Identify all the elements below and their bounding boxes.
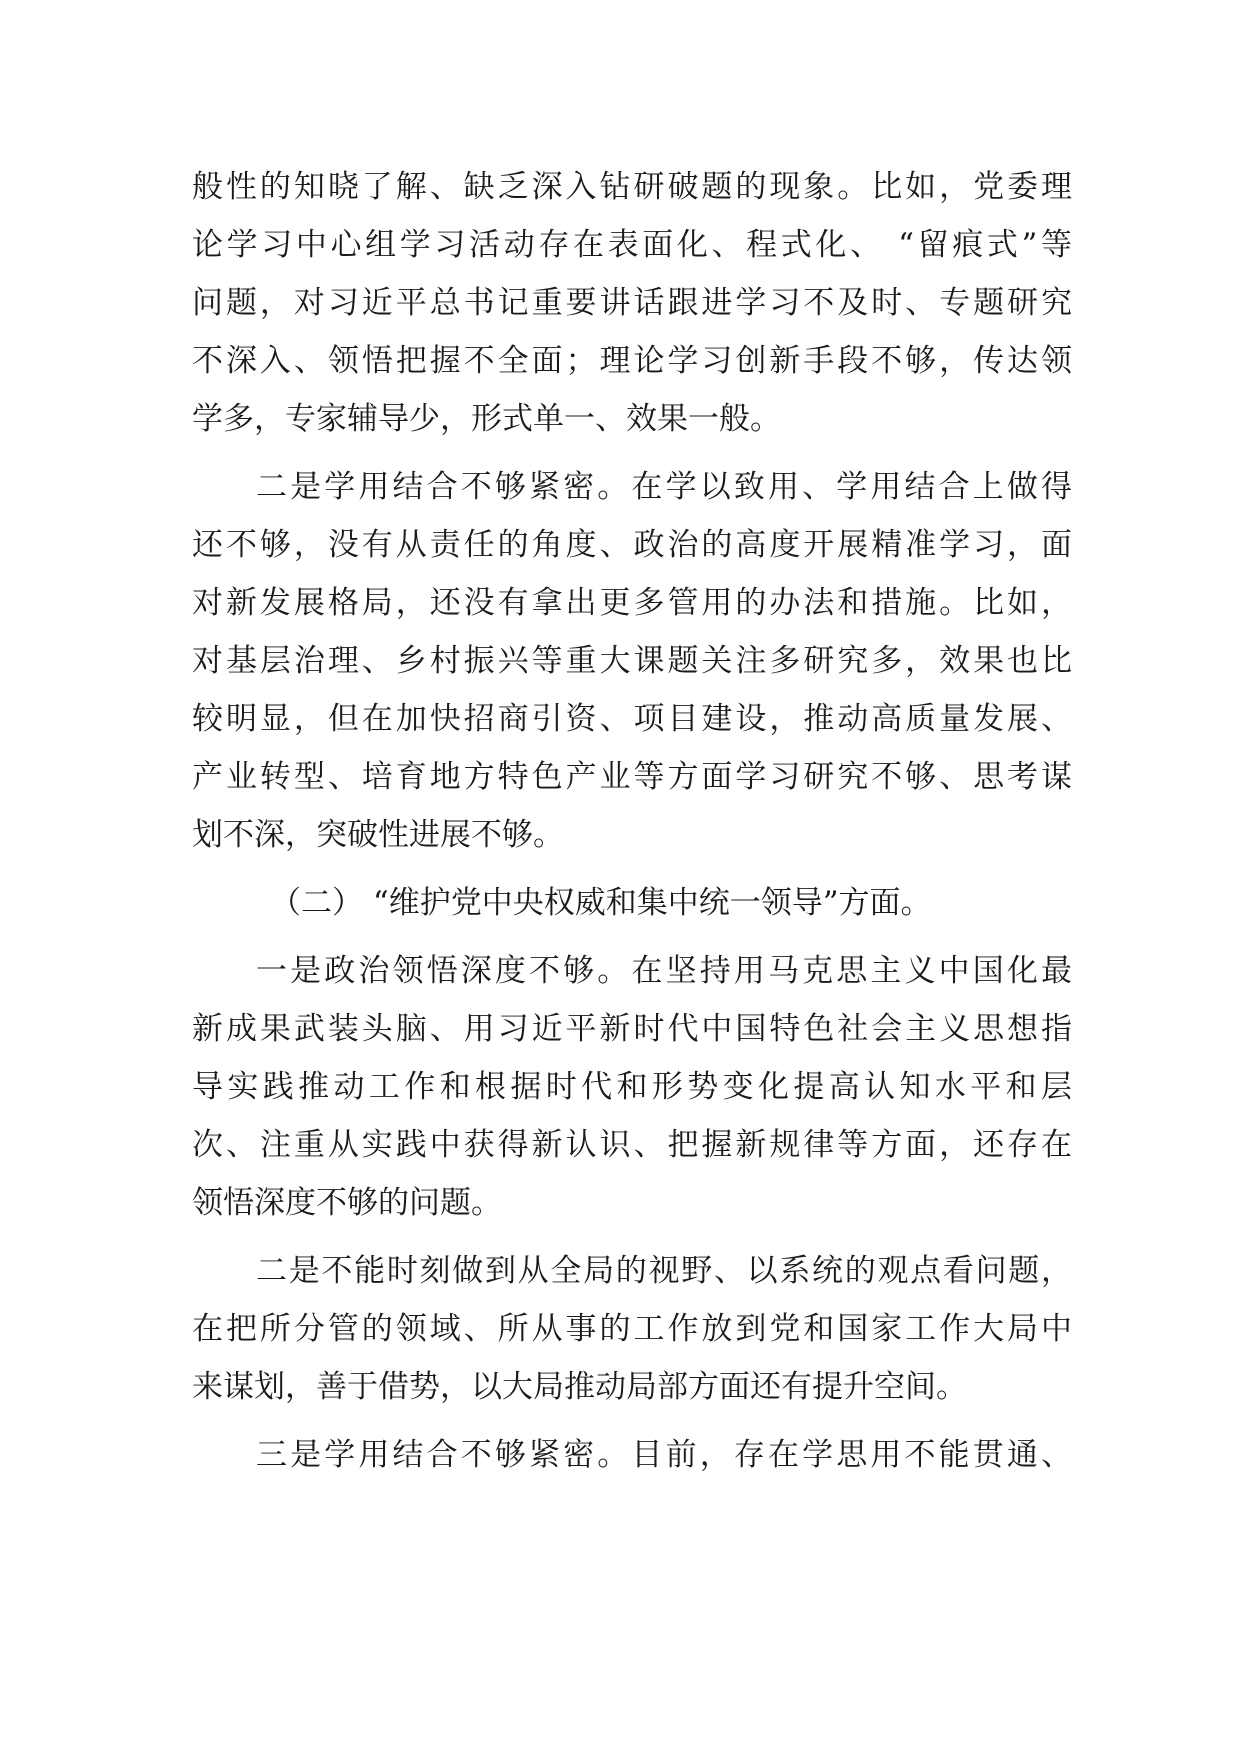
text-line: 三是学用结合不够紧密。目前，存在学思用不能贯通、 [256, 1437, 1072, 1473]
text-line: 对新发展格局，还没有拿出更多管用的办法和措施。比如， [192, 585, 1072, 621]
text-line: 论学习中心组学习活动存在表面化、程式化、 “留痕式”等 [192, 227, 1072, 263]
text-line: 二是学用结合不够紧密。在学以致用、学用结合上做得 [256, 469, 1072, 505]
text-line: 划不深，突破性进展不够。 [192, 817, 564, 853]
paragraph-5 [192, 1426, 1072, 1484]
text-line: 较明显，但在加快招商引资、项目建设，推动高质量发展、 [192, 701, 1072, 737]
text-line: 领悟深度不够的问题。 [192, 1185, 502, 1221]
text-line: 般性的知晓了解、缺乏深入钻研破题的现象。比如，党委理 [192, 169, 1072, 205]
text-line: 新成果武装头脑、用习近平新时代中国特色社会主义思想指 [192, 1011, 1072, 1047]
paragraph-2 [192, 458, 1072, 864]
text-line: 还不够，没有从责任的角度、政治的高度开展精准学习，面 [192, 527, 1072, 563]
text-line: 产业转型、培育地方特色产业等方面学习研究不够、思考谋 [192, 759, 1072, 795]
paragraph-3 [192, 942, 1072, 1232]
paragraph-1 [192, 158, 1072, 448]
text-line: 在把所分管的领域、所从事的工作放到党和国家工作大局中 [192, 1311, 1072, 1347]
text-line: 二是不能时刻做到从全局的视野、以系统的观点看问题， [256, 1253, 1072, 1289]
text-line: 来谋划，善于借势，以大局推动局部方面还有提升空间。 [192, 1369, 967, 1405]
section-heading: （二） “维护党中央权威和集中统一领导”方面。 [270, 885, 932, 921]
document-body [192, 158, 1072, 1494]
paragraph-4 [192, 1242, 1072, 1416]
text-line: 对基层治理、乡村振兴等重大课题关注多研究多，效果也比 [192, 643, 1072, 679]
text-line: 不深入、领悟把握不全面；理论学习创新手段不够，传达领 [192, 343, 1072, 379]
text-line: 问题，对习近平总书记重要讲话跟进学习不及时、专题研究 [192, 285, 1072, 321]
text-line: 导实践推动工作和根据时代和形势变化提高认知水平和层 [192, 1069, 1072, 1105]
text-line: 次、注重从实践中获得新认识、把握新规律等方面，还存在 [192, 1127, 1072, 1163]
text-line: 学多，专家辅导少，形式单一、效果一般。 [192, 401, 781, 437]
text-line: 一是政治领悟深度不够。在坚持用马克思主义中国化最 [256, 953, 1072, 989]
